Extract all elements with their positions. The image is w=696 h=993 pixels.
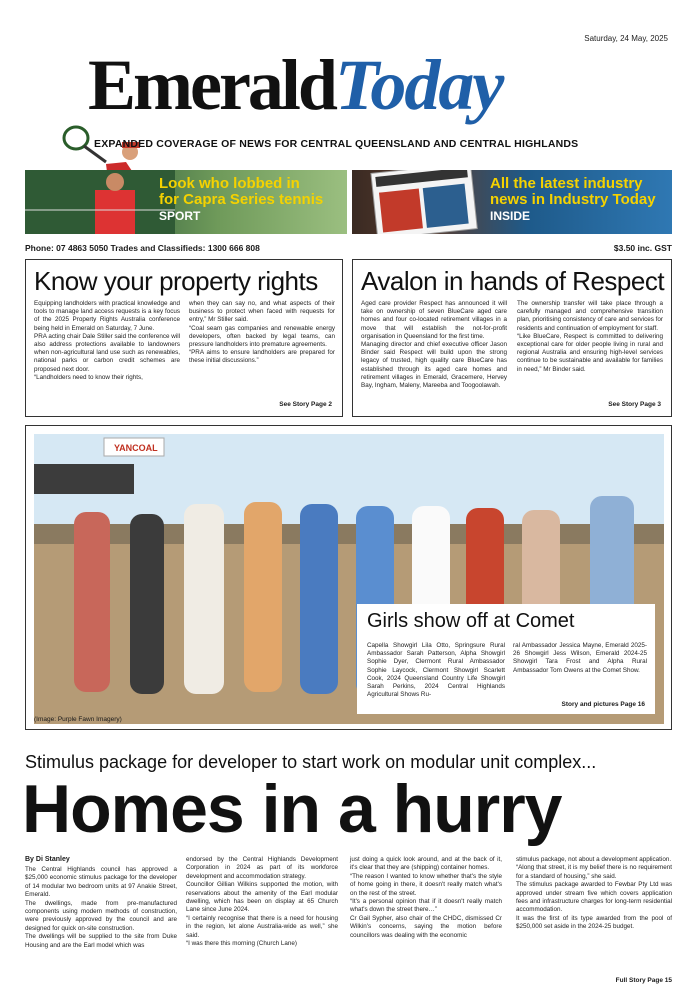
tagline: EXPANDED COVERAGE OF NEWS FOR CENTRAL QUEENSLAND AND CENTRAL HIGHLANDS <box>94 138 579 150</box>
lead-col3: just doing a quick look around, and at the back of it, it's clear that they are (shipping) container homes. “The reason I wanted to know whether that's the style of home going in there, it doesn't really match what's on the rest of the street. “It's a personal opinion that if it doesn't really match what's down the street there…” Cr Gail Sypher, also chair of the CHDC, dismissed Cr Wilkin's concerns, saying the motion before councillors was dealing with the economic <box>350 856 502 939</box>
promo-inside-line2: news in Industry Today <box>490 191 656 208</box>
story2-col1: Aged care provider Respect has announced it will take on ownership of seven BlueCare aged care homes and four co-located retirement villages in a move that will establish the not-for-profit organisation in Queensland for the first time. Managing director and chief executive officer Jason Binder said Respect will build upon the strong legacy of trusted, high quality care BlueCare has established through its aged care homes and retirement villages in Emerald, Gracemere, Hervey Bay, Ingham, Maleny, Mareeba and Toogoolawah. <box>361 300 507 390</box>
story-avalon[interactable] <box>352 259 672 417</box>
story1-col2: when they can say no, and what aspects of their business to protect when faced with requests for entry,” Mr Stiller said. “Coal seam gas companies and renewable energy developers, often backed by legal teams, can pressure landholders into premature agreements. “PRA aims to ensure landholders are prepared for these initial discussions.” <box>189 300 335 365</box>
story1-col1: Equipping landholders with practical knowledge and tools to manage land access requests is a key focus of the 2025 Property Rights Australia conference being held in Emerald on Saturday, 7 June. PRA acting chair Dale Stiller said the conference will also address protections available to landowners when non-agricultural land use such as renewables, national parks or carbon credit schemes are proposed next door. “Landholders need to know their rights, <box>34 300 180 381</box>
masthead-emerald: Emerald <box>88 45 335 125</box>
photo-story-box[interactable] <box>25 425 672 730</box>
masthead-logo <box>88 44 628 124</box>
story1-see-link[interactable]: See Story Page 2 <box>279 401 332 408</box>
photo-credit: (Image: Purple Fawn Imagery) <box>34 716 122 723</box>
story2-see-link[interactable]: See Story Page 3 <box>608 401 661 408</box>
yancoal-sign: YANCOAL <box>114 443 158 453</box>
masthead-today: Today <box>334 45 503 125</box>
lead-col1: The Central Highlands council has approved a $25,000 economic stimulus package for the developer of 14 modular two bedroom units at 97 Anakie Street, Emerald. The dwellings, made from pre-manufactured components using modern methods of construction, were previously approved by the council and are designed for quick on-site construction. The dwellings will be supplied to the site from Duke Housing and are the Earl model which was <box>25 866 177 949</box>
story1-headline: Know your property rights <box>34 266 318 296</box>
info-bar <box>25 243 672 253</box>
tent <box>34 464 134 494</box>
issue-date: Saturday, 24 May, 2025 <box>584 34 668 43</box>
story2-headline: Avalon in hands of Respect <box>361 266 665 296</box>
lead-col2: endorsed by the Central Highlands Development Corporation in 2024 as part of its workforce development and accommodation strategy. Councillor Gillian Wilkins supported the motion, with reservations about the amenity of the Earl modular dwelling, which has been on display at 65 Church Lane since June 2024. “I certainly recognise that there is a need for housing in the region, let alone Australia-wide as well,” she said. “I was there this morning (Church Lane) <box>186 856 338 948</box>
lead-headline[interactable]: Homes in a hurry <box>22 771 562 847</box>
cover-price: $3.50 inc. GST <box>613 243 672 253</box>
player-shirt-photo <box>95 190 135 234</box>
promo-sport-section: SPORT <box>159 209 201 223</box>
lead-see-link[interactable]: Full Story Page 15 <box>615 977 672 984</box>
lead-kicker: Stimulus package for developer to start work on modular unit complex... <box>25 752 597 772</box>
contact-numbers: Phone: 07 4863 5050 Trades and Classifieds: 1300 666 808 <box>25 243 260 253</box>
tennis-photo <box>25 170 175 234</box>
promo-inside[interactable] <box>352 170 672 234</box>
promo-sport-line2: for Capra Series tennis <box>159 191 324 208</box>
promo-inside-line1: All the latest industry <box>490 175 643 192</box>
promo-inside-section: INSIDE <box>490 209 531 223</box>
promo-sport[interactable] <box>25 170 347 234</box>
photo-story-see-link[interactable]: Story and pictures Page 16 <box>561 701 645 708</box>
photo-story-headline: Girls show off at Comet <box>367 610 575 632</box>
story-property-rights[interactable] <box>25 259 343 417</box>
lead-byline: By Di Stanley <box>25 856 70 863</box>
photo-caption-col1: Capella Showgirl Lila Otto, Springsure Rural Ambassador Sarah Patterson, Alpha Showgirl Sophie Dyer, Clermont Rural Ambassador Sophie Laycock, Clermont Showgirl Scarlett Cook, 2024 Queensland Country Life Showgirl Sarah Perkins, 2024 Central Highlands Agricultural Shows Ru- <box>367 642 505 699</box>
photo-caption-col2: ral Ambassador Jessica Mayne, Emerald 2025-26 Showgirl Jess Wilson, Emerald 2024-25 Showgirl Tara Frost and Alpha Rural Ambassador Tom Owens at the Comet Show. <box>513 642 647 674</box>
lead-col4: stimulus package, not about a development application. “Along that street, it is my belief there is no requirement for a standard of housing,” she said. The stimulus package awarded to Fewbar Pty Ltd was approved under stream five which covers application fees and infrastructure charges for long-term residential accommodation. It was the first of its type awarded from the pool of $250,000 set aside in the 2024-25 budget. <box>516 856 672 931</box>
promo-sport-line1: Look who lobbed in <box>159 175 300 192</box>
story2-col2: The ownership transfer will take place through a carefully managed and comprehensive transition plan, prioritising consistency of care and services for residents and continuation of employment for staff. “Like BlueCare, Respect is committed to delivering exceptional care for older people living in rural and regional Australia and ensuring high-level services continue to be sustainable and available for families in need,” Mr Binder said. <box>517 300 663 373</box>
fence <box>34 524 664 544</box>
photo-caption <box>357 604 655 714</box>
industry-today-cover <box>364 170 484 234</box>
